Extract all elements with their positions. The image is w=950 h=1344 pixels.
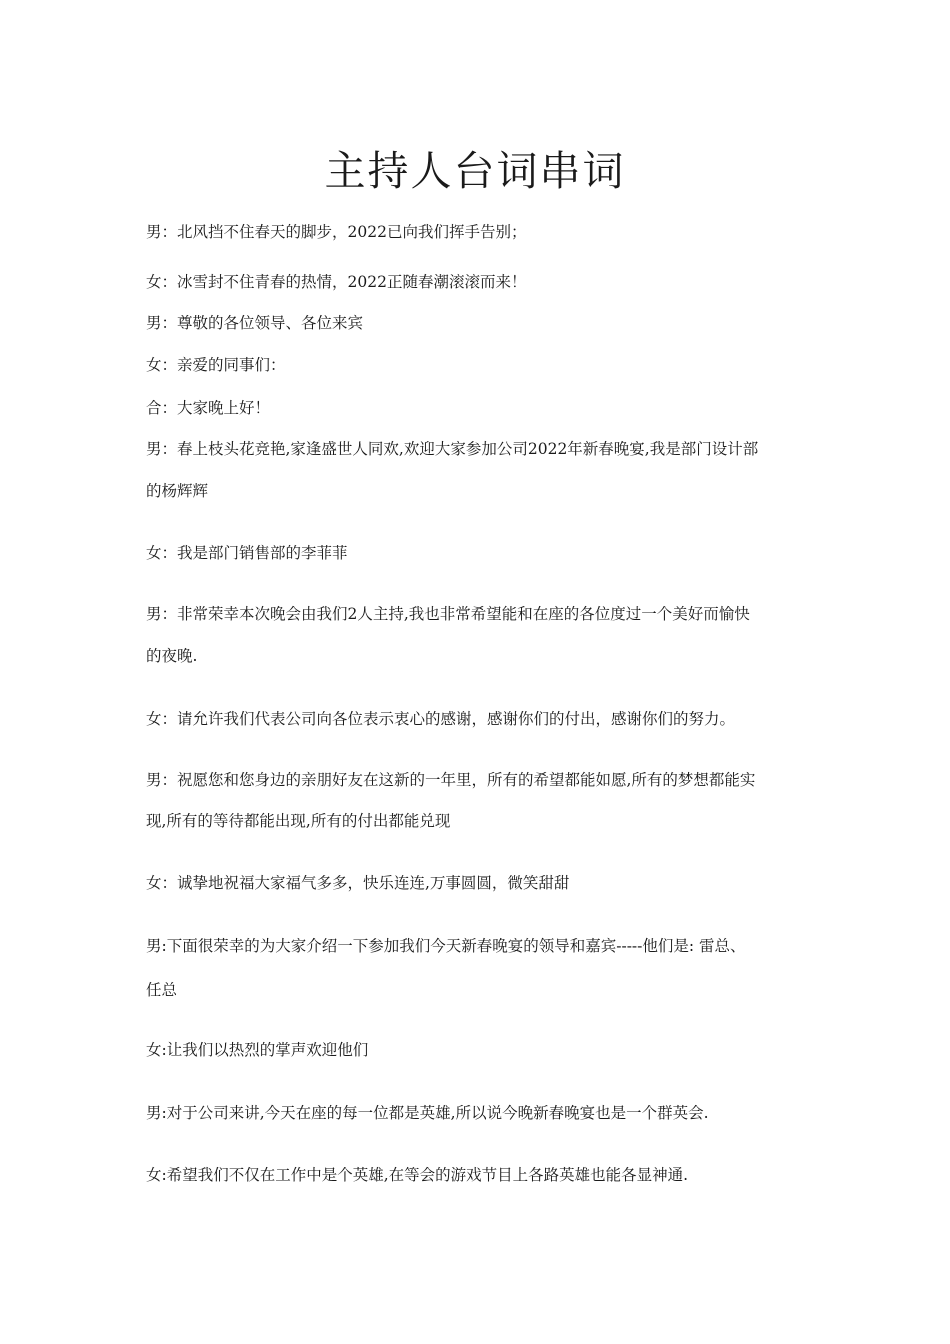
script-line: 的杨辉辉 bbox=[146, 482, 209, 500]
script-line: 男：祝愿您和您身边的亲朋好友在这新的一年里，所有的希望都能如愿,所有的梦想都能实 bbox=[146, 771, 756, 789]
script-line: 女:希望我们不仅在工作中是个英雄,在等会的游戏节目上各路英雄也能各显神通. bbox=[146, 1166, 689, 1184]
script-line: 男：尊敬的各位领导、各位来宾 bbox=[146, 314, 364, 332]
script-line: 女：亲爱的同事们： bbox=[146, 356, 286, 374]
script-line: 男:对于公司来讲,今天在座的每一位都是英雄,所以说今晚新春晚宴也是一个群英会. bbox=[146, 1104, 709, 1122]
script-line: 女：我是部门销售部的李菲菲 bbox=[146, 544, 348, 562]
script-line: 的夜晚. bbox=[146, 647, 198, 665]
script-line: 男：北风挡不住春天的脚步，2022已向我们挥手告别； bbox=[146, 223, 527, 241]
script-line: 女：请允许我们代表公司向各位表示衷心的感谢，感谢你们的付出，感谢你们的努力。 bbox=[146, 710, 736, 728]
script-line: 男:下面很荣幸的为大家介绍一下参加我们今天新春晚宴的领导和嘉宾-----他们是: 雷总、 bbox=[146, 937, 746, 955]
script-line: 现,所有的等待都能出现,所有的付出都能兑现 bbox=[146, 812, 451, 830]
script-line: 女:让我们以热烈的掌声欢迎他们 bbox=[146, 1041, 369, 1059]
script-line: 男：春上枝头花竞艳,家逢盛世人同欢,欢迎大家参加公司2022年新春晚宴,我是部门设计部 bbox=[146, 440, 759, 458]
document-title: 主持人台词串词 bbox=[324, 147, 626, 195]
script-line: 男：非常荣幸本次晚会由我们2人主持,我也非常希望能和在座的各位度过一个美好而愉快 bbox=[146, 605, 750, 623]
script-line: 女：诚挚地祝福大家福气多多，快乐连连,万事圆圆，微笑甜甜 bbox=[146, 874, 570, 892]
script-line: 合：大家晚上好！ bbox=[146, 399, 271, 417]
script-line: 女：冰雪封不住青春的热情，2022正随春潮滚滚而来！ bbox=[146, 273, 527, 291]
script-line: 任总 bbox=[146, 981, 178, 999]
